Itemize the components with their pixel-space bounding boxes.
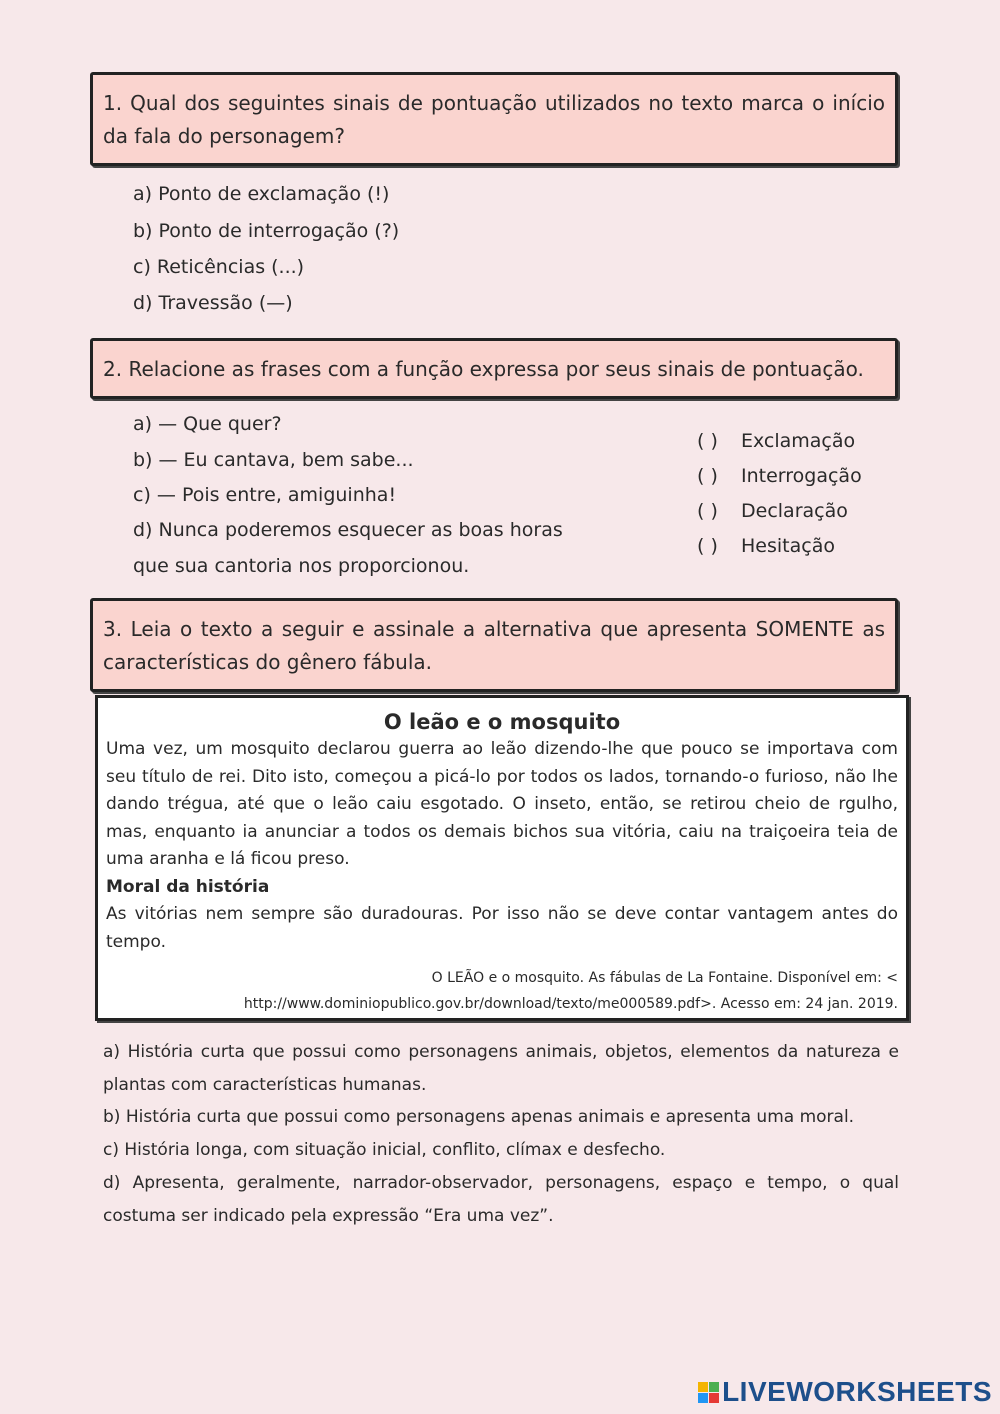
fable-text-box: [95, 695, 909, 1021]
match-row-hesitacao[interactable]: [697, 535, 835, 557]
brand-name: LIVEWORKSHEETS: [722, 1376, 992, 1407]
q2-phrase-d-cont: que sua cantoria nos proporcionou.: [133, 555, 470, 577]
q3-option-d[interactable]: d) Apresenta, geralmente, narrador-observador, personagens, espaço e tempo, o qual costuma ser indicado pela expressão “Era uma vez”.: [103, 1173, 899, 1226]
liveworksheets-logo-icon: [698, 1382, 719, 1403]
q3-option-b[interactable]: b) História curta que possui como personagens apenas animais e apresenta uma moral.: [103, 1107, 855, 1127]
fable-body: Uma vez, um mosquito declarou guerra ao leão dizendo-lhe que pouco se importava com seu título de rei. Dito isto, começou a picá-lo por todos os lados, tornando-o furioso, não lhe dando trégua, até que o leão caiu esgotado. O inseto, então, se retirou cheio de rgulho, mas, enquanto ia anunciar a todos os demais bichos sua vitória, caiu na traiçoeira teia de uma aranha e lá ficou preso.: [106, 739, 898, 869]
moral-text: As vitórias nem sempre são duradouras. Por isso não se deve contar vantagem antes do tempo.: [106, 904, 898, 952]
question-3-text: 3. Leia o texto a seguir e assinale a alternativa que apresenta SOMENTE as características do gênero fábula.: [103, 617, 885, 674]
q1-option-d[interactable]: d) Travessão (—): [133, 292, 293, 314]
question-2-box: [90, 338, 898, 399]
match-row-exclamacao[interactable]: [697, 430, 855, 452]
question-3-box: [90, 598, 898, 692]
q2-phrase-d: d) Nunca poderemos esquecer as boas horas: [133, 519, 563, 541]
fable-title: O leão e o mosquito: [383, 710, 621, 734]
liveworksheets-brand: [698, 1376, 992, 1408]
q2-phrase-c: c) — Pois entre, amiguinha!: [133, 484, 397, 506]
question-1-box: [90, 72, 898, 166]
match-label: Declaração: [741, 500, 848, 522]
q3-option-c[interactable]: c) História longa, com situação inicial, conflito, clímax e desfecho.: [103, 1140, 666, 1160]
source-line-2: http://www.dominiopublico.gov.br/download/texto/me000589.pdf>. Acesso em: 24 jan. 2019.: [243, 996, 898, 1012]
answer-blank[interactable]: ( ): [697, 535, 718, 557]
match-row-interrogacao[interactable]: [697, 465, 862, 487]
question-1-text: 1. Qual dos seguintes sinais de pontuação utilizados no texto marca o início da fala do personagem?: [103, 91, 885, 148]
q1-option-b[interactable]: b) Ponto de interrogação (?): [133, 220, 400, 242]
moral-title: Moral da história: [106, 876, 270, 897]
answer-blank[interactable]: ( ): [697, 500, 718, 522]
answer-blank[interactable]: ( ): [697, 465, 718, 487]
q3-option-a[interactable]: a) História curta que possui como personagens animais, objetos, elementos da natureza e plantas com características humanas.: [103, 1042, 899, 1095]
match-label: Exclamação: [741, 430, 856, 452]
match-label: Interrogação: [741, 465, 862, 487]
q1-option-a[interactable]: a) Ponto de exclamação (!): [133, 183, 390, 205]
q1-option-c[interactable]: c) Reticências (...): [133, 256, 305, 278]
answer-blank[interactable]: ( ): [697, 430, 718, 452]
q2-phrase-a: a) — Que quer?: [133, 413, 282, 435]
source-line-1: O LEÃO e o mosquito. As fábulas de La Fontaine. Disponível em: <: [431, 970, 898, 986]
match-label: Hesitação: [741, 535, 835, 557]
match-row-declaracao[interactable]: [697, 500, 848, 522]
q2-phrase-b: b) — Eu cantava, bem sabe...: [133, 449, 414, 471]
fable-source: [106, 964, 898, 1018]
question-2-text: 2. Relacione as frases com a função expressa por seus sinais de pontuação.: [103, 357, 864, 381]
